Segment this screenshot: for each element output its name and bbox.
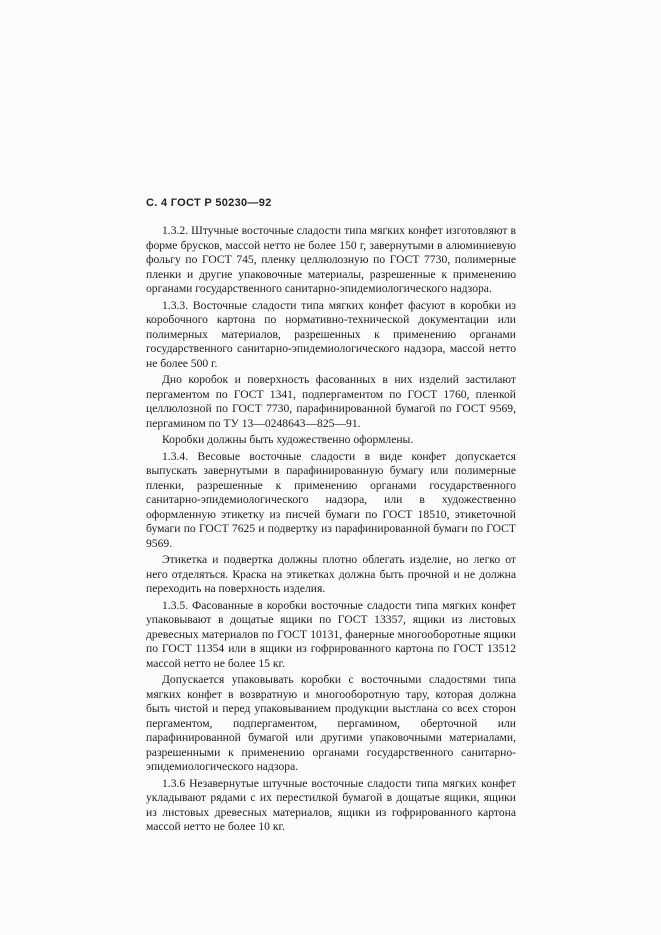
paragraph-1-3-5: 1.3.5. Фасованные в коробки восточные сладости типа мягких конфет упаковывают в дощатые ящики по ГОСТ 13357, ящики из листовых древесных материалов по ГОСТ 10131, фанерные многооборотные ящики по ГОСТ 11354 или в ящики из гофрированного картона по ГОСТ 13512 массой нетто не более 15 кг. [146,598,516,670]
paragraph-returnable-packaging: Допускается упаковывать коробки с восточными сладостями типа мягких конфет в возвратную и многооборотную тару, которая должна быть чистой и перед упаковыванием продукции выстлана со всех сторон пергаментом, подпергаментом, пергамином, оберточной или парафинированной бумагой или другими упаковочными материалами, разрешенными к применению органами государственного санитарно-эпидемиологического надзора. [146,673,516,773]
paragraph-1-3-2: 1.3.2. Штучные восточные сладости типа мягких конфет изготовляют в форме брусков, массой нетто не более 150 г, завернутыми в алюминиевую фольгу по ГОСТ 745, пленку целлюлозную по ГОСТ 7730, полимерные пленки и другие упаковочные материалы, разрешенные к применению органами государственного санитарно-эпидемиологического надзора. [146,224,516,295]
page-header: С. 4 ГОСТ Р 50230—92 [146,197,272,209]
paragraph-box-lining: Дно коробок и поверхность фасованных в них изделий застилают пергаментом по ГОСТ 1341, подпергаментом по ГОСТ 1760, пленкой целлюлозной по ГОСТ 7730, парафинированной бумагой по ГОСТ 9569, пергамином по ТУ 13—0248643—825—91. [146,373,516,430]
paragraph-1-3-4: 1.3.4. Весовые восточные сладости в виде конфет допускается выпускать завернутыми в парафинированную бумагу или полимерные пленки, разрешенные к применению органами государственного санитарно-эпидемиологического надзора, или в художественно оформленную этикетку из писчей бумаги по ГОСТ 18510, этикеточной бумаги по ГОСТ 7625 и подвертку из парафинированной бумаги по ГОСТ 9569. [146,449,516,550]
paragraph-1-3-6: 1.3.6 Незавернутые штучные восточные сладости типа мягких конфет укладывают рядами с их перестилкой бумагой в дощатые ящики, ящики из листовых древесных материалов, ящики из гофрированного картона массой нетто не более 10 кг. [146,776,516,833]
paragraph-box-design: Коробки должны быть художественно оформлены. [162,433,414,446]
body-text [146,224,516,837]
paragraph-1-3-3: 1.3.3. Восточные сладости типа мягких конфет фасуют в коробки из коробочного картона по нормативно-технической документации или полимерных материалов, разрешенных к применению органами государственного санитарно-эпидемиологического надзора, массой нетто не более 500 г. [146,298,516,370]
paragraph-label-wrap: Этикетка и подвертка должны плотно облегать изделие, но легко от него отделяться. Краска на этикетках должна быть прочной и не должна переходить на поверхность изделия. [146,553,516,595]
